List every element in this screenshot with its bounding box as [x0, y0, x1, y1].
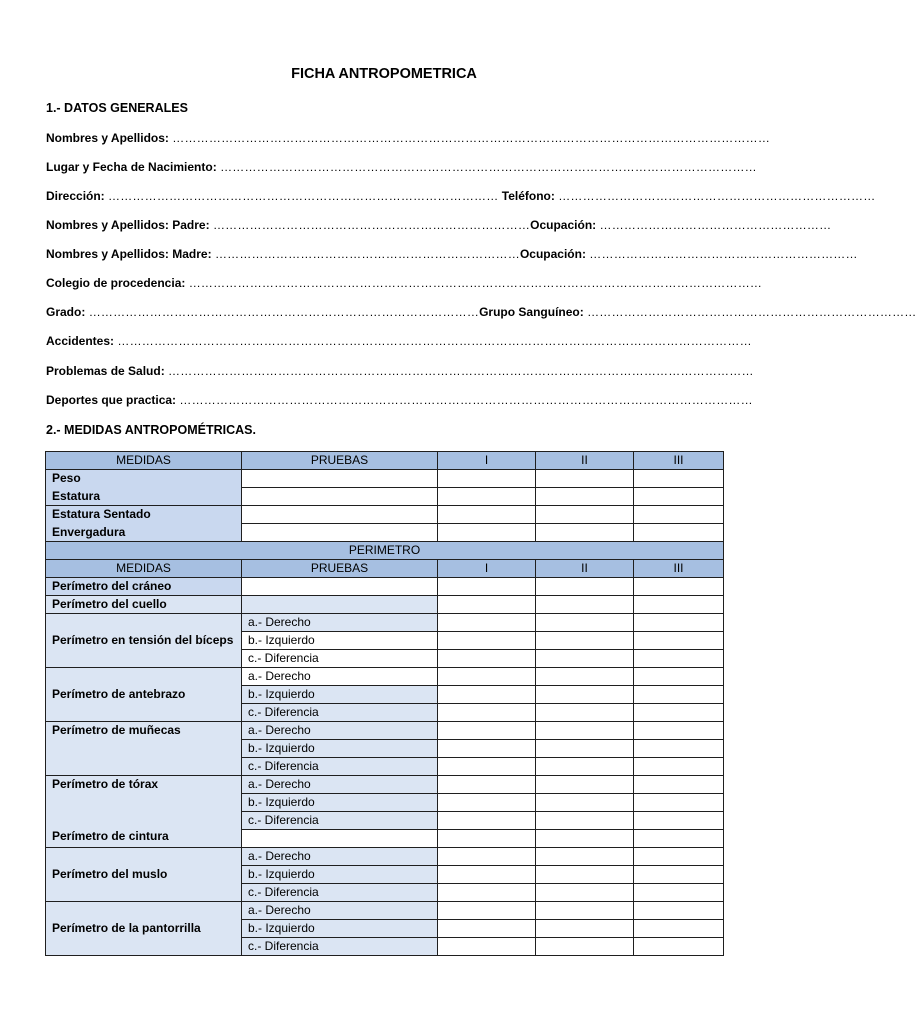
field-dots: ……………………………………………………………………………………………………………………………… [168, 364, 754, 378]
field-padre[interactable] [46, 218, 832, 236]
cell-input[interactable] [634, 902, 724, 920]
cell-input[interactable] [536, 848, 634, 866]
col-header-ii: II [536, 452, 634, 470]
prueba-derecho: a.- Derecho [242, 902, 438, 920]
field-dots: …………………………………………………………………………………… [88, 305, 480, 319]
cell-input[interactable] [242, 578, 438, 596]
table-row [46, 902, 724, 920]
row-label-spacer [52, 811, 241, 828]
cell-input[interactable] [536, 668, 634, 686]
cell-input[interactable] [634, 650, 724, 668]
field-accidentes[interactable] [46, 334, 752, 352]
field-label: Dirección: [46, 189, 105, 203]
field-dots: …………………………………………………………………………………………………………………… [220, 160, 757, 174]
field-label: Problemas de Salud: [46, 364, 165, 378]
prueba-izquierdo: b.- Izquierdo [242, 632, 438, 650]
cell-input[interactable] [438, 614, 536, 632]
field-madre[interactable] [46, 247, 858, 265]
cell-input[interactable] [634, 506, 724, 524]
col-header-pruebas: PRUEBAS [242, 560, 438, 578]
prueba-derecho: a.- Derecho [242, 722, 438, 740]
section-medidas: 2.- MEDIDAS ANTROPOMÉTRICAS. [46, 423, 256, 437]
field-colegio[interactable] [46, 276, 763, 294]
cell-input[interactable] [634, 920, 724, 938]
cell-input[interactable] [438, 722, 536, 740]
table-row [46, 470, 724, 488]
cell-input[interactable] [634, 776, 724, 794]
table-row [46, 722, 724, 740]
cell-input[interactable] [438, 704, 536, 722]
prueba-diferencia: c.- Diferencia [242, 884, 438, 902]
field-label: Colegio de procedencia: [46, 276, 186, 290]
field-label: Nombres y Apellidos: [46, 131, 169, 145]
perimetro-header-row [46, 542, 724, 560]
field-label: Deportes que practica: [46, 393, 177, 407]
row-label-cuello: Perímetro del cuello [46, 596, 242, 614]
col-header-i: I [438, 560, 536, 578]
prueba-diferencia: c.- Diferencia [242, 812, 438, 830]
cell-input[interactable] [634, 686, 724, 704]
field-grado-grupo[interactable] [46, 305, 917, 323]
cell-input[interactable] [634, 884, 724, 902]
field-direccion-telefono[interactable] [46, 189, 876, 207]
cell-input[interactable] [242, 488, 438, 506]
cell-input[interactable] [536, 686, 634, 704]
cell-input[interactable] [438, 632, 536, 650]
table-header-row [46, 452, 724, 470]
cell-input[interactable] [634, 614, 724, 632]
cell-input[interactable] [438, 776, 536, 794]
cell-input[interactable] [536, 830, 634, 848]
cell-input[interactable] [634, 830, 724, 848]
cell-input[interactable] [438, 866, 536, 884]
cell-input[interactable] [536, 902, 634, 920]
table-row [46, 578, 724, 596]
cell-input[interactable] [536, 920, 634, 938]
row-label-munecas: Perímetro de muñecas [46, 722, 242, 776]
cell-input[interactable] [242, 470, 438, 488]
field-nombres[interactable] [46, 131, 771, 149]
cell-input[interactable] [634, 632, 724, 650]
field-label: Teléfono: [501, 189, 555, 203]
cell-input[interactable] [438, 686, 536, 704]
row-label-estatura: Estatura [46, 488, 242, 506]
cell-input[interactable] [438, 884, 536, 902]
cell-input[interactable] [438, 506, 536, 524]
col-header-pruebas: PRUEBAS [242, 452, 438, 470]
table-row [46, 848, 724, 866]
row-label-torax-cintura [46, 776, 242, 848]
field-dots: …………………………………………………………………………………………………………………………… [188, 276, 763, 290]
cell-input[interactable] [438, 578, 536, 596]
field-dots: ………………………………………………………… [589, 247, 858, 261]
perimetro-header: PERIMETRO [46, 542, 724, 560]
cell-input[interactable] [634, 578, 724, 596]
cell-input[interactable] [634, 812, 724, 830]
cell-input[interactable] [634, 848, 724, 866]
prueba-derecho: a.- Derecho [242, 776, 438, 794]
cell-input[interactable] [634, 704, 724, 722]
field-label: Ocupación: [530, 218, 597, 232]
cell-input[interactable] [536, 614, 634, 632]
cell-input[interactable] [536, 650, 634, 668]
cell-input[interactable] [536, 488, 634, 506]
cell-input[interactable] [634, 470, 724, 488]
table-row [46, 776, 724, 794]
cell-input[interactable] [438, 740, 536, 758]
row-label-craneo: Perímetro del cráneo [46, 578, 242, 596]
field-label: Nombres y Apellidos: Padre: [46, 218, 210, 232]
cell-input[interactable] [536, 884, 634, 902]
field-label: Ocupación: [519, 247, 586, 261]
row-label-pantorrilla: Perímetro de la pantorrilla [46, 902, 242, 956]
prueba-izquierdo: b.- Izquierdo [242, 920, 438, 938]
cell-input[interactable] [634, 794, 724, 812]
col-header-ii: II [536, 560, 634, 578]
cell-input[interactable] [634, 758, 724, 776]
field-label: Nombres y Apellidos: Madre: [46, 247, 212, 261]
prueba-derecho: a.- Derecho [242, 614, 438, 632]
cell-input[interactable] [536, 470, 634, 488]
cell-input[interactable] [536, 740, 634, 758]
field-dots: ………………………………………………… [599, 218, 832, 232]
row-label-antebrazo: Perímetro de antebrazo [46, 668, 242, 722]
cell-input[interactable] [536, 704, 634, 722]
prueba-izquierdo: b.- Izquierdo [242, 866, 438, 884]
cell-input[interactable] [634, 740, 724, 758]
cell-input[interactable] [242, 506, 438, 524]
cell-input[interactable] [536, 596, 634, 614]
field-label: Grupo Sanguíneo: [479, 305, 584, 319]
cell-input[interactable] [438, 902, 536, 920]
row-label-estatura-sentado: Estatura Sentado [46, 506, 242, 524]
prueba-izquierdo: b.- Izquierdo [242, 794, 438, 812]
cell-input[interactable] [634, 596, 724, 614]
field-deportes[interactable] [46, 393, 753, 411]
field-dots: …………………………………………………………………… [212, 218, 531, 232]
cell-input[interactable] [438, 668, 536, 686]
cell-input[interactable] [634, 866, 724, 884]
table-subheader-row [46, 560, 724, 578]
table-row [46, 614, 724, 632]
cell-input[interactable] [438, 596, 536, 614]
prueba-diferencia: c.- Diferencia [242, 938, 438, 956]
cell-input[interactable] [242, 524, 438, 542]
cell-input[interactable] [536, 632, 634, 650]
cell-input[interactable] [438, 758, 536, 776]
row-label-cintura: Perímetro de cintura [52, 829, 169, 843]
row-label-muslo: Perímetro del muslo [46, 848, 242, 902]
cell-input[interactable] [536, 938, 634, 956]
cell-input[interactable] [536, 758, 634, 776]
cell-input[interactable] [438, 794, 536, 812]
cell-input[interactable] [438, 812, 536, 830]
cell-input[interactable] [438, 470, 536, 488]
prueba-derecho: a.- Derecho [242, 668, 438, 686]
cell-input[interactable] [634, 668, 724, 686]
field-label: Lugar y Fecha de Nacimiento: [46, 160, 217, 174]
cell-input[interactable] [536, 524, 634, 542]
table-row [46, 524, 724, 542]
field-dots: ………………………………………………………………………………………………………………………………………… [117, 334, 752, 348]
cell-input[interactable] [634, 722, 724, 740]
col-header-i: I [438, 452, 536, 470]
prueba-izquierdo: b.- Izquierdo [242, 686, 438, 704]
cell-input[interactable] [536, 722, 634, 740]
col-header-medidas: MEDIDAS [46, 452, 242, 470]
cell-input[interactable] [438, 488, 536, 506]
prueba-diferencia: c.- Diferencia [242, 704, 438, 722]
field-lugar-fecha[interactable] [46, 160, 757, 178]
prueba-derecho: a.- Derecho [242, 848, 438, 866]
table-row [46, 668, 724, 686]
col-header-iii: III [634, 452, 724, 470]
page-title: FICHA ANTROPOMETRICA [291, 66, 477, 82]
cell-input[interactable] [438, 938, 536, 956]
cell-input[interactable] [536, 776, 634, 794]
cell-input[interactable] [536, 506, 634, 524]
table-row [46, 488, 724, 506]
field-dots: …………………………………………………………………………………… [108, 189, 499, 203]
field-label: Accidentes: [46, 334, 115, 348]
cell-input[interactable] [438, 524, 536, 542]
cell-input[interactable] [536, 578, 634, 596]
prueba-diferencia: c.- Diferencia [242, 758, 438, 776]
cell-input[interactable] [634, 938, 724, 956]
cell-input[interactable] [634, 488, 724, 506]
field-dots: …………………………………………………………………………………………………………………………… [179, 393, 753, 407]
col-header-iii: III [634, 560, 724, 578]
cell-input[interactable] [536, 866, 634, 884]
field-problemas-salud[interactable] [46, 364, 754, 382]
row-label-envergadura: Envergadura [46, 524, 242, 542]
field-dots: …………………………………………………………………… [558, 189, 876, 203]
field-dots: ………………………………………………………………………………………………………………………………… [172, 131, 771, 145]
section-datos-generales: 1.- DATOS GENERALES [46, 101, 188, 115]
col-header-medidas: MEDIDAS [46, 560, 242, 578]
table-row [46, 506, 724, 524]
cell-input[interactable] [536, 812, 634, 830]
field-label: Grado: [46, 305, 86, 319]
field-dots: ……………………………………………………………………… [587, 305, 917, 319]
cell-input[interactable] [438, 920, 536, 938]
prueba-diferencia: c.- Diferencia [242, 650, 438, 668]
row-label-peso: Peso [46, 470, 242, 488]
cell-input[interactable] [438, 848, 536, 866]
prueba-izquierdo: b.- Izquierdo [242, 740, 438, 758]
cell-input[interactable] [536, 794, 634, 812]
row-label-torax: Perímetro de tórax [52, 777, 159, 791]
cell-input[interactable] [242, 596, 438, 614]
field-dots: ………………………………………………………………… [214, 247, 520, 261]
cell-input[interactable] [242, 830, 438, 848]
cell-input[interactable] [438, 830, 536, 848]
medidas-table [45, 451, 724, 956]
table-row [46, 596, 724, 614]
row-label-biceps: Perímetro en tensión del bíceps [46, 614, 242, 668]
cell-input[interactable] [634, 524, 724, 542]
cell-input[interactable] [438, 650, 536, 668]
